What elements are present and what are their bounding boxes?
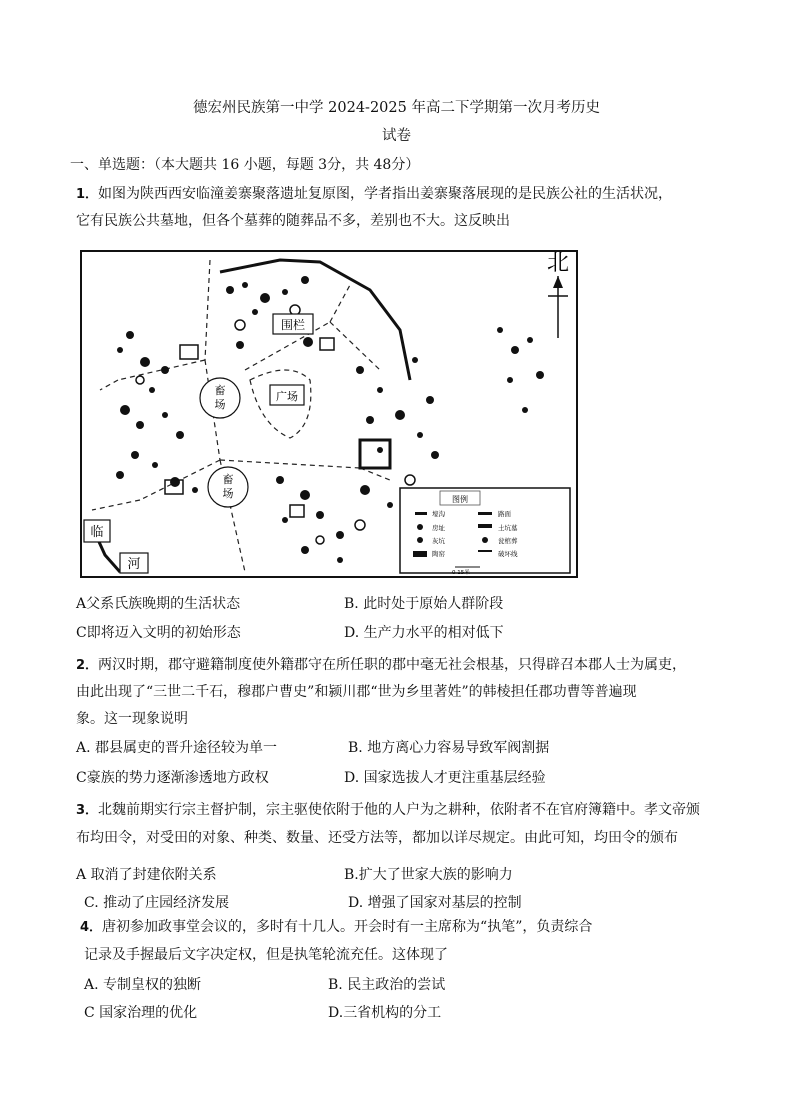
q1-option-d[interactable]: D. 生产力水平的相对低下 xyxy=(344,625,504,641)
question-1-number: 1． xyxy=(76,187,99,202)
legend-item-5: 灰坑 xyxy=(432,537,445,545)
q4-option-a[interactable]: A. 专制皇权的独断 xyxy=(84,977,202,993)
legend-item-8: 破坏线 xyxy=(498,550,518,558)
q4-option-d[interactable]: D.三省机构的分工 xyxy=(328,1005,442,1021)
legend-scale: 0 15米 xyxy=(452,570,470,576)
question-4-stem-line-1: 4．唐初参加政事堂会议的，多时有十几人。开会时有一主席称为“执笔”，负责综合 xyxy=(80,919,593,935)
q1-option-a[interactable]: A父系氏族晚期的生活状态 xyxy=(76,596,241,612)
question-3-stem-line-1: 3．北魏前期实行宗主督护制，宗主驱使依附于他的人户为之耕种，依附者不在官府簿籍中。孝文帝颁 xyxy=(76,802,701,818)
question-2-stem-line-1: 2．两汉时期，郡守避籍制度使外籍郡守在所任职的郡中毫无社会根基，只得辟召本郡人士为属吏， xyxy=(76,657,687,673)
legend-item-6: 瓮棺葬 xyxy=(498,537,518,545)
q2-option-b[interactable]: B. 地方离心力容易导致军阀割据 xyxy=(348,740,550,756)
legend-item-7: 陶窑 xyxy=(432,550,445,558)
q2-option-d[interactable]: D. 国家选拔人才更注重基层经验 xyxy=(344,770,546,786)
q3-option-d[interactable]: D. 增强了国家对基层的控制 xyxy=(348,895,522,911)
pen-label-1-bottom: 场 xyxy=(214,398,226,411)
exam-title: 德宏州民族第一中学 2024-2025 年高二下学期第一次月考历史 xyxy=(193,100,600,116)
exam-subtitle: 试卷 xyxy=(382,128,411,144)
river-label-2: 河 xyxy=(127,557,141,572)
question-4-number: 4． xyxy=(80,920,103,935)
legend-item-3: 房址 xyxy=(432,524,445,532)
question-1-stem-line-2: 它有民族公共墓地，但各个墓葬的随葬品不多，差别也不大。这反映出 xyxy=(76,213,510,229)
north-label: 北 xyxy=(546,251,570,276)
pen-label-2-bottom: 场 xyxy=(222,487,234,500)
legend-item-4: 土坑墓 xyxy=(498,524,518,532)
question-4-stem-line-2: 记录及手握最后文字决定权，但是执笔轮流充任。这体现了 xyxy=(84,947,448,963)
q2-option-c[interactable]: C豪族的势力逐渐渗透地方政权 xyxy=(76,770,269,786)
fence-label: 围栏 xyxy=(280,318,306,332)
map-legend xyxy=(400,488,570,576)
river-label-1: 临 xyxy=(90,525,104,540)
question-1-stem-line-1: 1．如图为陕西西安临潼姜寨聚落遗址复原图，学者指出姜寨聚落展现的是民族公社的生活状况， xyxy=(76,186,673,202)
question-2-stem-line-3: 象。这一现象说明 xyxy=(76,711,188,727)
question-3-number: 3． xyxy=(76,803,99,818)
legend-item-2: 路面 xyxy=(498,510,511,518)
legend-item-1: 壕沟 xyxy=(432,510,445,518)
question-3-stem-line-2: 布均田令，对受田的对象、种类、数量、还受方法等，都加以详尽规定。由此可知，均田令的颁布 xyxy=(76,830,678,846)
q3-option-b[interactable]: B.扩大了世家大族的影响力 xyxy=(344,867,513,883)
legend-title: 图例 xyxy=(452,495,468,504)
north-arrow-icon xyxy=(540,248,576,340)
question-2-number: 2． xyxy=(76,658,99,673)
pen-label-1-top: 畜 xyxy=(214,384,226,397)
q2-option-a[interactable]: A. 郡县属吏的晋升途径较为单一 xyxy=(76,740,278,756)
section-heading: 一、单选题：（本大题共 16 小题，每题 3分，共 48分） xyxy=(70,157,420,173)
q3-option-a[interactable]: A 取消了封建依附关系 xyxy=(76,867,217,883)
pen-label-2-top: 畜 xyxy=(222,473,234,486)
q1-option-b[interactable]: B. 此时处于原始人群阶段 xyxy=(344,596,504,612)
square-label: 广场 xyxy=(276,390,298,403)
q3-option-c[interactable]: C. 推动了庄园经济发展 xyxy=(84,895,230,911)
q4-option-c[interactable]: C 国家治理的优化 xyxy=(84,1005,198,1021)
jiangzhai-settlement-map xyxy=(80,250,578,578)
q1-option-c[interactable]: C即将迈入文明的初始形态 xyxy=(76,625,241,641)
question-2-stem-line-2: 由此出现了“三世二千石，穆郡户曹史”和颍川郡“世为乡里著姓”的韩棱担任郡功曹等普遍现 xyxy=(76,684,637,700)
q4-option-b[interactable]: B. 民主政治的尝试 xyxy=(328,977,446,993)
